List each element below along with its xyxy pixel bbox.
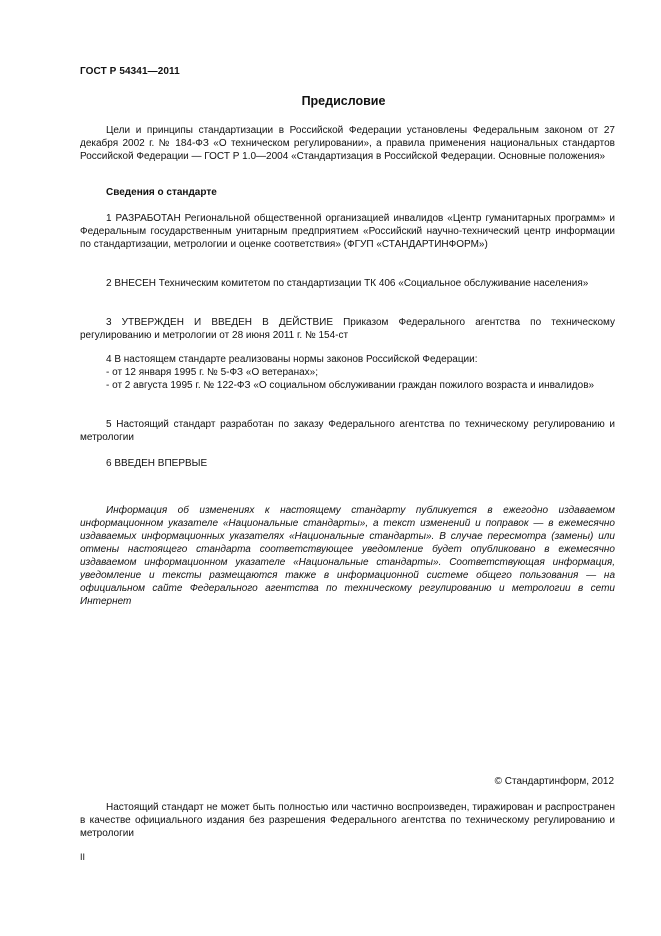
item-1: 1 РАЗРАБОТАН Региональной общественной организацией инвалидов «Центр гуманитарных программ» и Федеральным государственным унитарным предприятием «Российский научно-технический центр информации по стандартизации, метрологии и оценке соответствия» (ФГУП «СТАНДАРТИНФОРМ») bbox=[80, 213, 615, 250]
info-heading: Сведения о стандарте bbox=[106, 187, 217, 198]
item-4-law-a: - от 12 января 1995 г. № 5-ФЗ «О ветеранах»; bbox=[106, 367, 319, 378]
item-4 bbox=[80, 353, 615, 392]
item-6: 6 ВВЕДЕН ВПЕРВЫЕ bbox=[106, 458, 208, 469]
page-number: II bbox=[80, 852, 86, 862]
page-title: Предисловие bbox=[301, 94, 386, 108]
item-3: 3 УТВЕРЖДЕН И ВВЕДЕН В ДЕЙСТВИЕ Приказом Федерального агентства по техническому регулированию и метрологии от 28 июня 2011 г. № 154-ст bbox=[80, 317, 615, 341]
intro-paragraph: Цели и принципы стандартизации в Российской Федерации установлены Федеральным законом от 27 декабря 2002 г. № 184-ФЗ «О техническом регулировании», а правила применения национальных стандартов Российской Федерации — ГОСТ Р 1.0—2004 «Стандартизация в Российской Федерации. Основные положения» bbox=[80, 125, 615, 162]
item-2: 2 ВНЕСЕН Техническим комитетом по стандартизации ТК 406 «Социальное обслуживание населения» bbox=[106, 278, 589, 289]
standard-code: ГОСТ Р 54341—2011 bbox=[80, 66, 180, 77]
footer-note: Настоящий стандарт не может быть полностью или частично воспроизведен, тиражирован и распространен в качестве официального издания без разрешения Федерального агентства по техническому регулированию и метрологии bbox=[80, 802, 615, 839]
item-4-law-b: - от 2 августа 1995 г. № 122-ФЗ «О социальном обслуживании граждан пожилого возраста и инвалидов» bbox=[106, 380, 595, 391]
copyright-line: © Стандартинформ, 2012 bbox=[494, 776, 614, 787]
notice-paragraph: Информация об изменениях к настоящему стандарту публикуется в ежегодно издаваемом информационном указателе «Национальные стандарты», а текст изменений и поправок — в ежемесячно издаваемых информационных указателях «Национальные стандарты». В случае пересмотра (замены) или отмены настоящего стандарта соответствующее уведомление будет опубликовано в ежемесячно издаваемом информационном указателе «Национальные стандарты». Соответствующая информация, уведомление и тексты размещаются также в информационной системе общего пользования — на официальном сайте Федерального агентства по техническому регулированию и метрологии в сети Интернет bbox=[80, 505, 615, 607]
item-5: 5 Настоящий стандарт разработан по заказу Федерального агентства по техническому регулированию и метрологии bbox=[80, 419, 615, 443]
item-4-heading: 4 В настоящем стандарте реализованы нормы законов Российской Федерации: bbox=[106, 354, 478, 365]
